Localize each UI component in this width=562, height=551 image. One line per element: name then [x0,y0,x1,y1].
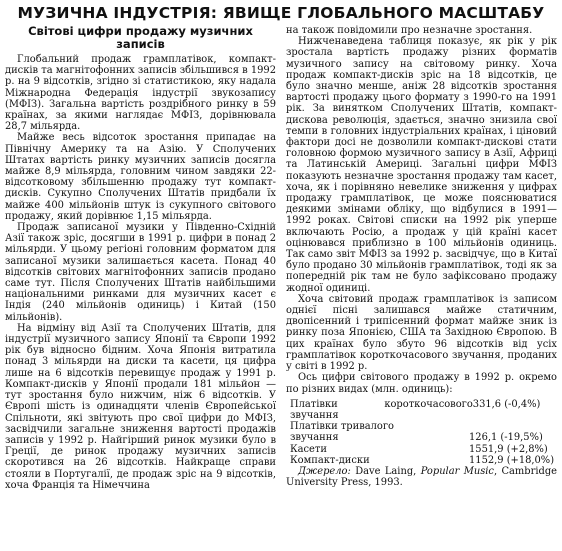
table-row-value: 331,6 (-0,4%) [472,398,541,410]
table-row [286,421,557,432]
article-title: МУЗИЧНА ІНДУСТРІЯ: ЯВИЩЕ ГЛОБАЛЬНОГО МАСШТАБУ [17,4,545,22]
table-row [286,444,557,455]
table-row-value: 126,1 (-19,5%) [469,432,543,444]
source-label: Джерело: [298,465,351,477]
table-row [286,432,557,443]
table-row-label: Компакт-диски [290,454,370,466]
right-column [286,25,557,491]
article-subheading: Світові цифри продажу музичних записів [28,24,253,51]
table-row-label: Платівки тривалого [290,421,394,433]
paragraph: Нижченаведена таблиця показує, як рік у рік зростала вартість продажу різних форматів музичного запису на світовому ринку. Хоча продаж компакт-дисків зріс на 18 відсотків, це було значно менше, аніж 28 відсотків зростання вартості продажу цього формату з 1990-го на 1991 рік. За винятком Сполучених Штатів, компакт-дискова революція, здається, значно знизила свої темпи в головних індустріальних країнах, і ціновий фактори досі не дозволили компакт-дискові стати головною формою музичного запису в Азії, Африці та Латинській Америці. Загальні цифри МФІЗ показують незначне зростання продажу там касет, хоча, як і порівняно невелике зниження у цифрах продажу грамплатівок, це може пояснюватися деякими змінами обліку, що відбулися в 1991—1992 роках. Світові списки на 1992 рік уперше включають Росію, а продаж у цій країні касет оцінювався приблизно в 100 мільйонів одиниць. Так само звіт МФІЗ за 1992 р. засвідчує, що в Китаї було продано 30 мільйонів грамплатівок, тоді як за попередній рік там не було зафіксовано продажу жодної одиниці. [286,36,557,294]
paragraph: Майже весь відсоток зростання припадає на Північну Америку та на Азію. У Сполучених Штатах вартість ринку музичних записів досягла майже 8,9 мільярда, головним чином завдяки 22-відсотковому збільшенню продажу тут компакт-дисків. Сукупно Сполучених Штатів придбали їх майже 400 мільйонів штук із сукупного світового продажу, який дорівнює 1,15 мільярда. [5,132,276,222]
table-row [286,399,557,421]
paragraph: На відміну від Азії та Сполучених Штатів, для індустрії музичного запису Японії та Європи 1992 рік був відносно бідним. Хоча Японія витратила понад 3 мільярди на диски та касети, ця цифра лише на 6 відсотків перевищує продаж у 1991 р. Компакт-дисків у Японії продали 181 мільйон — тут зростання було нижчим, ніж 6 відсотків. У Європі шість із одинадцяти членів Європейської Спільноти, які звітують про свої цифри до МФІЗ, засвідчили загальне зниження вартості продажів записів у 1992 р. Найгірший ринок музики було в Греції, де ринок продажу музичних записів скоротився на 26 відсотків. Найкраще справи стояли в Португалії, де продаж зріс на 9 відсотків, хоча Франція та Німеччина [5,322,276,491]
paragraph: Хоча світовий продаж грамплатівок із записом однієї пісні залишався майже статичним, двопісенний і трипісенний формат майже зник із ринку поза Японією, США та Західною Європою. В цих країнах було збуто 96 відсотків від усіх грамплатівок короткочасового звучання, проданих у світі в 1992 р. [286,293,557,373]
paragraph: Продаж записаної музики у Південно-Східній Азії також зріс, досягши в 1991 р. цифри в понад 2 мільярди. У цьому регіоні головним форматом для записаної музики залишається касета. Понад 40 відсотків світових магнітофонних записів продано саме тут. Після Сполучених Штатів найбільшими національними ринками для музичних касет є Індія (240 мільйонів одиниць) і Китай (150 мільйонів). [5,222,276,323]
table-row [286,455,557,466]
paragraph: Ось цифри світового продажу в 1992 р. окремо по різних видах (млн. одиниць): [286,372,557,395]
source-author: Dave Laing, [350,465,421,477]
table-row-label: Касети [290,443,327,455]
paragraph: Глобальний продаж грамплатівок, компакт-дисків та магнітофонних записів збільшився в 1992 р. на 9 відсотків, згідно зі статистикою, яку надала Міжнародна Федерація індустрії звукозапису (МФІЗ). Загальна вартість роздрібного ринку в 59 країнах, за якими наглядає МФІЗ, дорівнювала 28,7 мільярда. [5,54,276,133]
source-publication: Popular Music [420,465,494,477]
left-column [5,25,276,491]
paragraph: на також повідомили про незначне зростання. [286,25,533,36]
source-publisher: , Cambridge University Press, 1993. [286,465,557,489]
table-row-value: 1152,9 (+18,0%) [469,454,555,466]
table-row-label: Платівки короткочасового звучання [290,398,473,421]
table-row-label: звучання [290,432,339,444]
source-citation [286,466,557,488]
table-row-value: 1551,9 (+2,8%) [469,443,548,455]
sales-table [286,399,557,466]
article-columns [5,25,557,491]
